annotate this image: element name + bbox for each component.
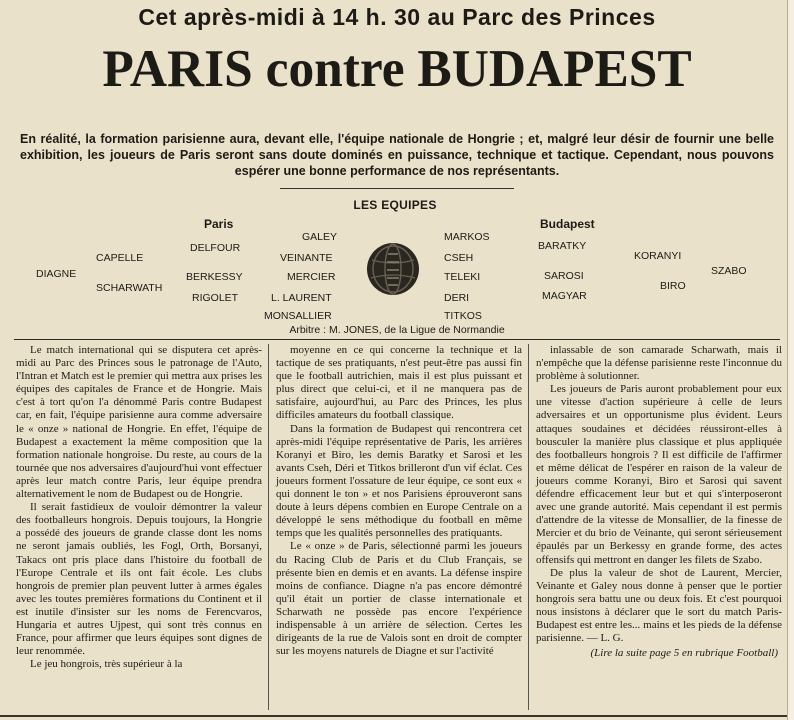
- referee-line: Arbitre : M. JONES, de la Ligue de Normandie: [289, 324, 505, 336]
- article-column-2: [276, 344, 522, 658]
- continued-note: (Lire la suite page 5 en rubrique Football): [590, 647, 778, 660]
- budapest-forward: MARKOS: [444, 231, 490, 243]
- budapest-half: BARATKY: [538, 240, 587, 252]
- paris-half: BERKESSY: [186, 271, 243, 283]
- paragraph: Le jeu hongrois, très supérieur à la: [30, 658, 183, 671]
- divider: [280, 188, 514, 189]
- budapest-half: MAGYAR: [542, 290, 587, 302]
- football-icon: [366, 242, 420, 296]
- page-edge: [787, 0, 794, 720]
- paris-goalkeeper: DIAGNE: [36, 268, 77, 280]
- teams-title: LES EQUIPES: [353, 198, 437, 212]
- paris-back: CAPELLE: [96, 252, 144, 264]
- paragraph: De plus la valeur de shot de Laurent, Mercier, Veinante et Galey nous donne à penser que le portier hongrois sera battu une ou deux fois. Et c'est pourquoi nous insistons à déclarer que le sort du match Paris-Budapest est entre les... mains et les pieds de la défense parisienne. — L. G.: [536, 566, 782, 645]
- paragraph: Il serait fastidieux de vouloir démontrer la valeur des footballeurs hongrois. Depuis toujours, la Hongrie a possédé des joueurs de grande classe dont les noms ne seront jamais oubliés, les Fogl, Orth, Borsanyi, Takacs ont pris place dans l'histoire du football de l'Europe Centrale et ils ont fait école. Les clubs hongrois de premier plan peuvent lutter à armes égales avec les toutes premières formations du Continent et il est inutile d'insister sur les noms de Ferencvaros, Hungaria et autres Ujpest, qui sont très connus en France, pour affirmer que leurs équipes sont dignes de leur renommée.: [16, 501, 262, 658]
- headline: PARIS contre BUDAPEST: [102, 40, 692, 98]
- paris-forward: L. LAURENT: [271, 292, 332, 304]
- paragraph: Les joueurs de Paris auront probablement pour eux une vitesse d'action supérieure à celle de leurs adversaires et un opportunisme plus évident. Leurs attaques soudaines et décidées réussiront-elles à bousculer la manière plus classique et plus appliquée des footballeurs hongrois ? Il est difficile de l'affirmer et même délicat de l'espérer en raison de la valeur de joueurs comme Koranyi, Biro et Sarosi qui savent défendre efficacement leur but et qui s'interposeront avec une grande autorité. Mais cependant il est permis d'attendre de la vitesse de Monsallier, de la finesse de Mercier et du brio de Veinante, qui seront sérieusement épaulés par un Berkessy en grande forme, des actes offensifs qui mettront en danger les filets de Szabo.: [536, 383, 782, 566]
- budapest-goalkeeper: SZABO: [711, 265, 747, 277]
- column-rule: [528, 344, 529, 710]
- paragraph: inlassable de son camarade Scharwath, mais il n'empêche que la défense parisienne reste l'inconnue du problème à solutionner.: [536, 344, 782, 383]
- team-name-budapest: Budapest: [540, 217, 595, 231]
- budapest-forward: DERI: [444, 292, 470, 304]
- budapest-forward: TELEKI: [444, 271, 481, 283]
- paragraph: Le match international qui se disputera cet après-midi au Parc des Princes sous le patronage de l'Auto, l'Intran et Match est le premier qui mettra aux prises les équipes des capitales de France et de Hongrie. Mais c'est à tort qu'on l'a dénommé Paris contre Budapest car, en fait, l'équipe parisienne aura comme adversaire le « onze » national de Hongrie. En effet, l'équipe de Budapest a exactement la même composition que la formation nationale hongroise. Du reste, au cours de la tournée que nos adversaires d'aujourd'hui vont effectuer après leur match contre Paris, leur équipe prendra alternativement le nom de Budapest ou de Hongrie.: [16, 344, 262, 501]
- budapest-back: KORANYI: [634, 250, 682, 262]
- budapest-back: BIRO: [660, 280, 686, 292]
- paris-back: SCHARWATH: [96, 282, 163, 294]
- budapest-forward: CSEH: [444, 252, 474, 264]
- paris-half: DELFOUR: [190, 242, 241, 254]
- article-column-3: [536, 344, 782, 660]
- article-column-1: [16, 344, 262, 671]
- paragraph: moyenne en ce qui concerne la technique et la tactique de ses pratiquants, n'est peut-être pas aussi fin que le football autrichien, mais il est plus puissant et plus direct que celui-ci, et il ne manquera pas de satisfaire, aujourd'hui, au Parc des Princes, les plus difficiles amateurs du football classique.: [276, 344, 522, 422]
- team-name-paris: Paris: [204, 217, 234, 231]
- paris-half: RIGOLET: [192, 292, 239, 304]
- budapest-half: SAROSI: [544, 270, 584, 282]
- budapest-forward: TITKOS: [444, 310, 482, 322]
- section-divider: [14, 339, 780, 340]
- paragraph: Le « onze » de Paris, sélectionné parmi les joueurs du Racing Club de Paris et du Club Français, se présente bien en demis et en avants. La défense inspire moins de confiance. Diagne n'a pas encore démontré qu'il était un portier de classe internationale et Scharwath ne possède pas encore l'expérience indispensable à un arrière de sélection. Certes les dirigeants de la rue de Valois sont en droit de compter sur les moyens naturels de Diagne et sur l'activité: [276, 540, 522, 658]
- paragraph: Dans la formation de Budapest qui rencontrera cet après-midi l'équipe représentative de Paris, les arrières Koranyi et Biro, les demis Baratky et Sarosi et les avants Cseh, Déri et Titkos brilleront d'un vif éclat. Ces joueurs forment l'ossature de leur équipe, ce sont eux « qui donnent le ton » et nos Parisiens éprouveront sans doute à leurs dépens combien en Europe Centrale on a développé le sens méthodique du football en même temps que les qualités personnelles des pratiquants.: [276, 422, 522, 540]
- bottom-border: [0, 715, 794, 717]
- kicker-line: Cet après-midi à 14 h. 30 au Parc des Princes: [138, 4, 656, 30]
- paris-forward: GALEY: [302, 231, 338, 243]
- paris-forward: MONSALLIER: [264, 310, 332, 322]
- paris-forward: VEINANTE: [280, 252, 333, 264]
- column-rule: [268, 344, 269, 710]
- paris-forward: MERCIER: [287, 271, 336, 283]
- lead-paragraph: En réalité, la formation parisienne aura, devant elle, l'équipe nationale de Hongrie ; et, malgré leur désir de fournir une belle exhibition, les joueurs de Paris seront sans doute dominés en puissance, technique et tactique. Cependant, nous pouvons espérer une bonne performance de nos représentants.: [20, 132, 774, 178]
